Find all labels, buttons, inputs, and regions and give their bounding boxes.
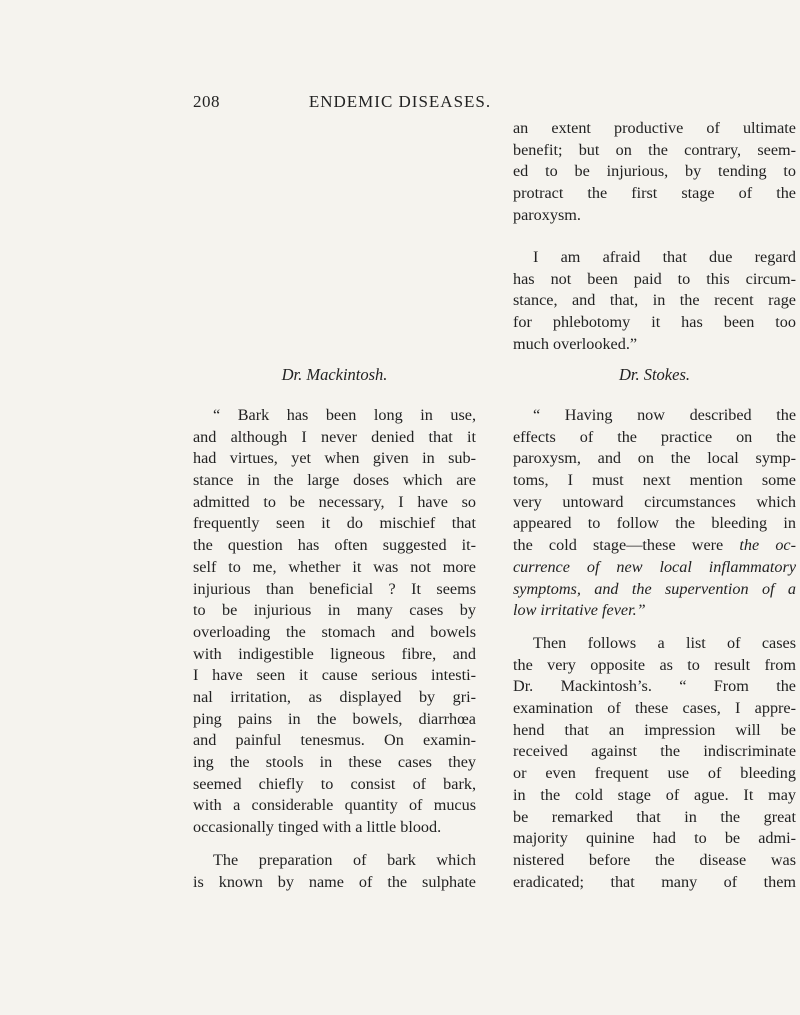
running-title: ENDEMIC DISEASES.: [308, 92, 492, 111]
text-line: has not been paid to this circum-: [513, 269, 796, 288]
text-line: be remarked that in the great: [513, 807, 796, 826]
text-line: and although I never denied that it: [193, 427, 476, 446]
text-line: ing the stools in these cases they: [193, 753, 476, 771]
italic-span: the oc-: [739, 536, 796, 555]
text-line: hend that an impression will be: [513, 720, 796, 739]
text-line: appeared to follow the bleeding in: [513, 514, 796, 533]
text-line: ping pains in the bowels, diarrhœa: [193, 709, 476, 728]
text-line: effects of the practice on the: [513, 427, 796, 446]
text-line: admitted to be necessary, I have so: [193, 492, 476, 511]
text-line: ed to be injurious, by tending to: [513, 162, 796, 181]
text-line: the question has often suggested it-: [193, 536, 476, 555]
text-line: eradicated; that many of them: [513, 872, 796, 891]
text-line: in the cold stage of ague. It may: [513, 785, 796, 804]
text-line: “ Having now described the: [533, 406, 796, 424]
left-paragraph-2: [193, 850, 476, 893]
text-line: stance in the large doses which are: [193, 471, 476, 490]
text-line: I am afraid that due regard: [533, 248, 796, 266]
text-line: injurious than beneficial ? It seems: [193, 579, 476, 598]
text-line: stance, and that, in the recent rage: [513, 291, 796, 310]
text-line: Then follows a list of cases: [533, 634, 796, 652]
text-line: paroxysm.: [513, 205, 581, 224]
text-line: had virtues, yet when given in sub-: [193, 449, 476, 468]
text-line: benefit; but on the contrary, seem-: [513, 140, 796, 159]
text-line: an extent productive of ultimate: [513, 119, 796, 137]
text-line: nistered before the disease was: [513, 850, 796, 869]
text-line-mixed: [513, 535, 796, 557]
page-number: 208: [193, 92, 220, 111]
text-line: I have seen it cause serious intesti-: [193, 666, 476, 685]
text-line: overloading the stomach and bowels: [193, 622, 476, 641]
text-line: the very opposite as to result from: [513, 655, 796, 674]
text-line: for phlebotomy it has been too: [513, 313, 796, 332]
text-line: symptoms, and the supervention of a: [513, 579, 796, 598]
text-line: currence of new local inflammatory: [513, 557, 796, 576]
text-line: toms, I must next mention some: [513, 471, 796, 490]
text-line: nal irritation, as displayed by gri-: [193, 687, 476, 706]
text-line: majority quinine had to be admi-: [513, 829, 796, 848]
left-column-heading: Dr. Mackintosh.: [281, 365, 388, 384]
text-line: paroxysm, and on the local symp-: [513, 449, 796, 468]
text-line: occasionally tinged with a little blood.: [193, 818, 442, 837]
text-line: very untoward circumstances which: [513, 492, 796, 511]
text-line: and painful tenesmus. On examin-: [193, 731, 476, 750]
text-line: The preparation of bark which: [213, 851, 476, 869]
text-line: is known by name of the sulphate: [193, 872, 476, 891]
right-paragraph-2: [513, 633, 796, 893]
left-paragraph-1: [193, 405, 476, 839]
text-line: seemed chiefly to consist of bark,: [193, 774, 476, 793]
text-line: examination of these cases, I appre-: [513, 699, 796, 718]
text-line: received against the indiscriminate: [513, 742, 796, 761]
text-line: self to me, whether it was not more: [193, 557, 476, 576]
text-line: with a considerable quantity of mucus: [193, 796, 476, 815]
text-line: frequently seen it do mischief that: [193, 514, 476, 533]
text-line: to be injurious in many cases by: [193, 601, 476, 620]
text-span: the cold stage—these were: [513, 536, 740, 555]
right-paragraph-1: [513, 405, 796, 622]
text-line: with indigestible ligneous fibre, and: [193, 644, 476, 663]
intro-paragraph-2: [513, 247, 796, 355]
text-line: low irritative fever.”: [513, 601, 646, 620]
right-column-heading: Dr. Stokes.: [618, 365, 691, 384]
text-line: or even frequent use of bleeding: [513, 764, 796, 783]
text-line: Dr. Mackintosh’s. “ From the: [513, 677, 796, 696]
intro-paragraph-1: [513, 118, 796, 226]
text-line: protract the first stage of the: [513, 184, 796, 203]
text-line: much overlooked.”: [513, 334, 638, 353]
text-line: “ Bark has been long in use,: [213, 406, 476, 424]
